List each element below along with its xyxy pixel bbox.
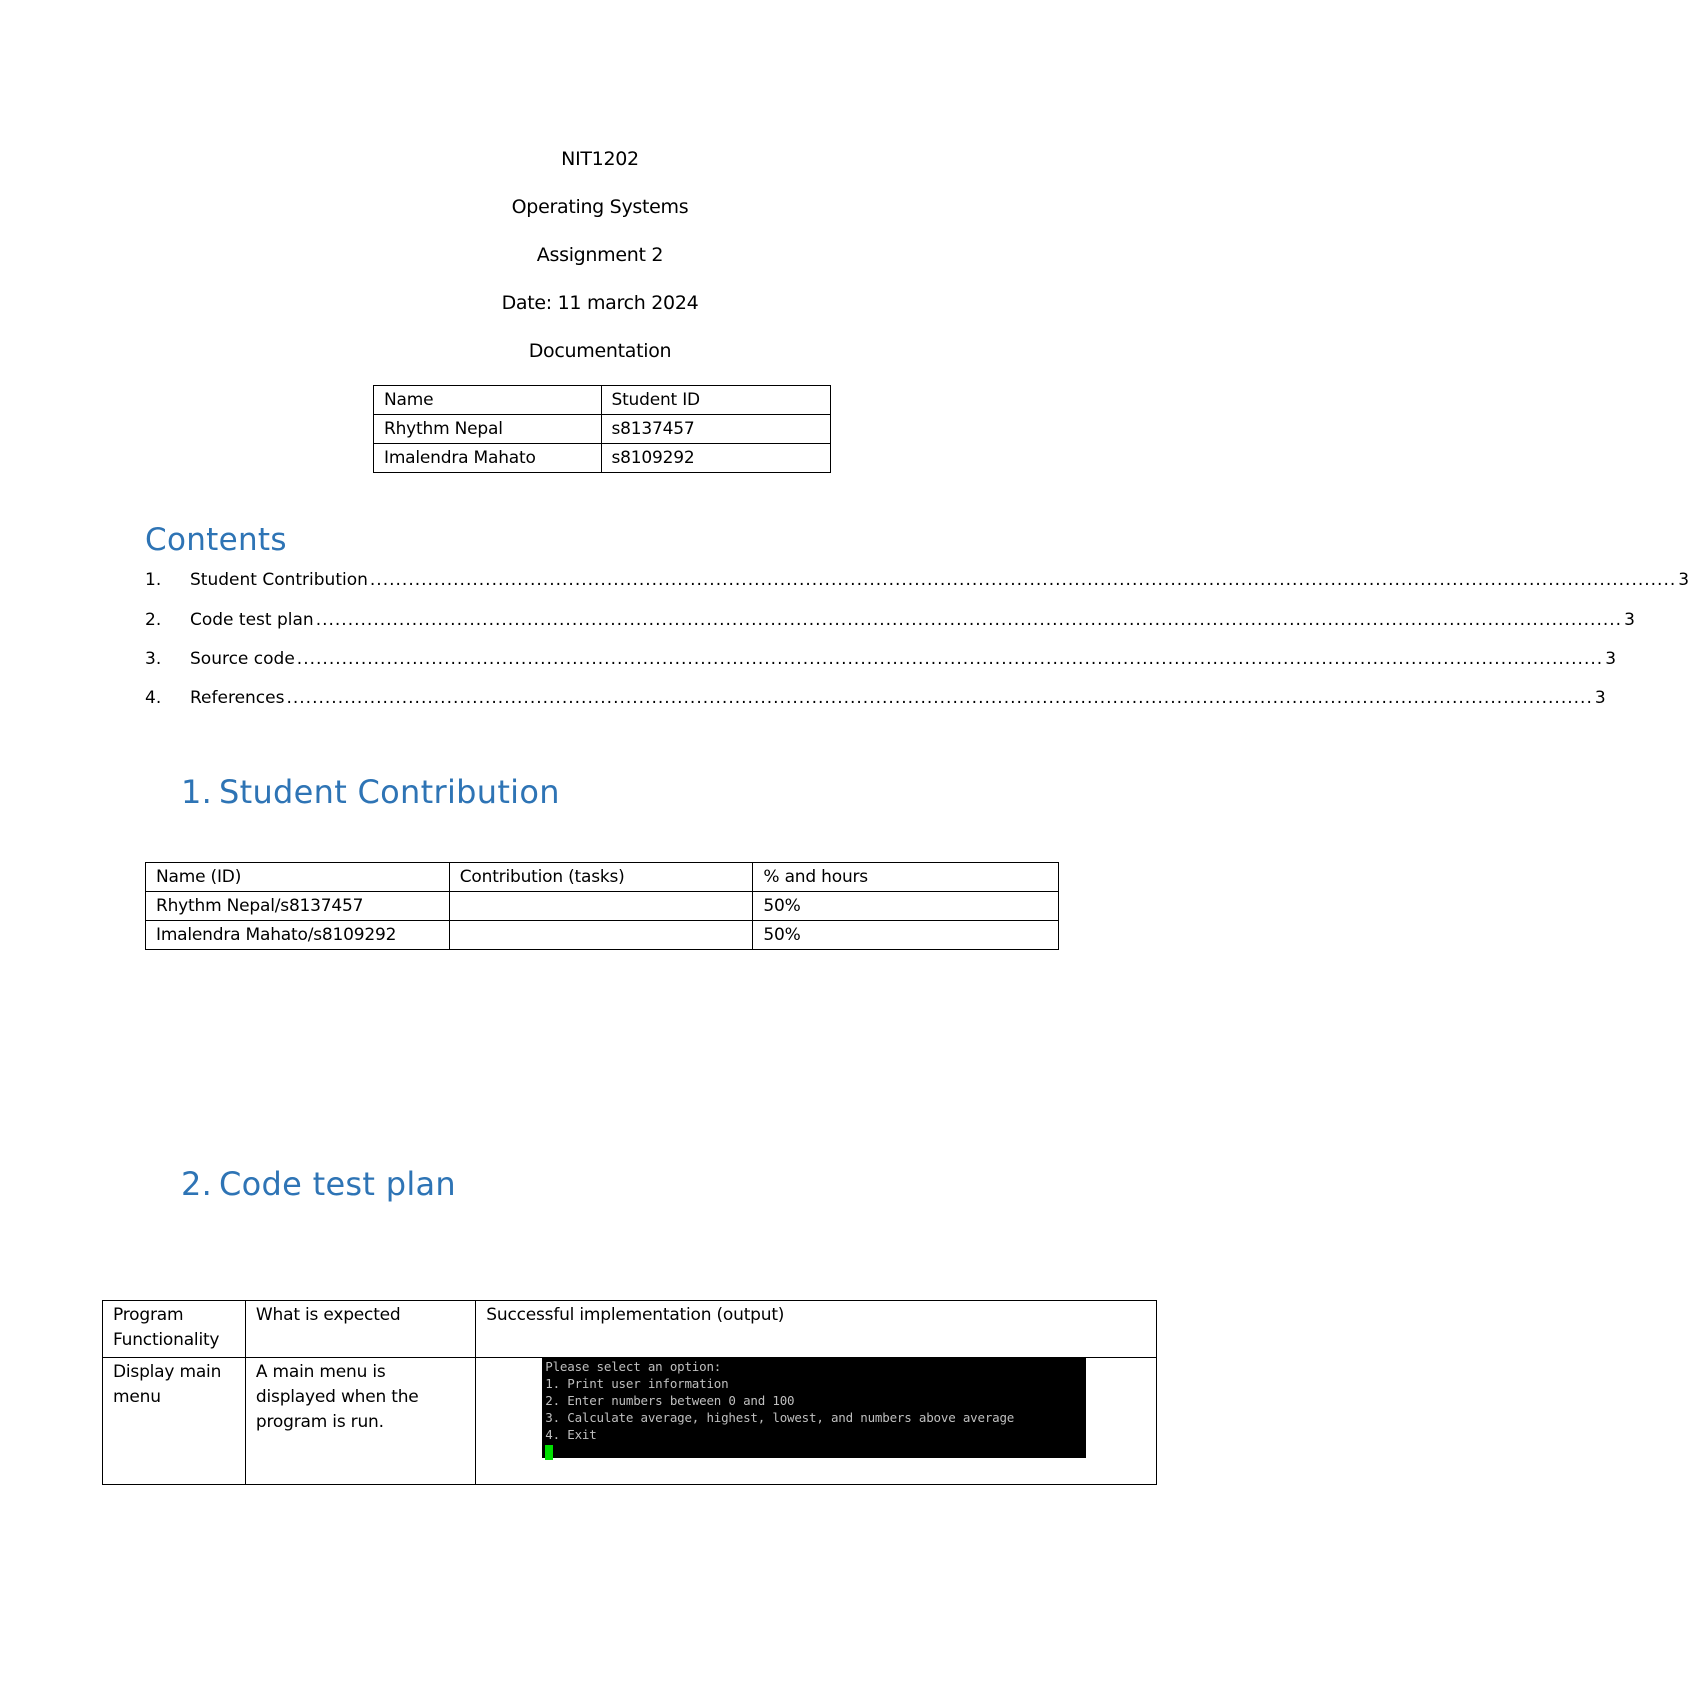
table-header-cell: Program Functionality [103, 1301, 246, 1358]
functionality-cell: Display main menu [103, 1358, 246, 1485]
table-header-cell: What is expected [245, 1301, 475, 1358]
table-row [374, 444, 831, 473]
contribution-table [145, 862, 1059, 950]
toc-entry[interactable] [145, 688, 1606, 712]
toc-leader-dots: ............................................................................................................................................................................................................ [286, 688, 1593, 708]
terminal-line: 3. Calculate average, highest, lowest, and numbers above average [545, 1410, 1015, 1425]
toc-label: Code test plan [190, 610, 314, 630]
name-id-cell: Rhythm Nepal/s8137457 [146, 892, 450, 921]
toc-number: 3. [145, 649, 162, 669]
toc-label: Source code [190, 649, 295, 669]
toc-page-number: 3 [1678, 570, 1689, 590]
table-row [374, 415, 831, 444]
table-row [103, 1358, 1157, 1485]
document-type: Documentation [528, 340, 672, 362]
percent-hours-cell: 50% [753, 921, 1059, 950]
toc-page-number: 3 [1605, 649, 1617, 669]
terminal-line: Please select an option: [545, 1359, 722, 1374]
table-row [146, 892, 1059, 921]
course-code: NIT1202 [561, 148, 639, 170]
toc-leader-dots: ............................................................................................................................................................................................................ [296, 649, 1604, 669]
table-header-row [146, 863, 1059, 892]
toc-number: 1. [145, 570, 162, 590]
contents-heading: Contents [145, 522, 287, 558]
toc-label: Student Contribution [190, 570, 368, 590]
assignment-title: Assignment 2 [536, 244, 664, 266]
contribution-cell [449, 892, 753, 921]
table-header-cell: Student ID [601, 386, 831, 415]
table-header-cell: Contribution (tasks) [449, 863, 753, 892]
toc-page-number: 3 [1624, 610, 1635, 630]
percent-hours-cell: 50% [753, 892, 1059, 921]
student-name-cell: Rhythm Nepal [374, 415, 602, 444]
section-heading-student-contribution [181, 773, 560, 811]
table-row [146, 921, 1059, 950]
terminal-line: 2. Enter numbers between 0 and 100 [545, 1393, 795, 1408]
terminal-cursor [545, 1445, 553, 1460]
output-cell [476, 1358, 1157, 1485]
section-title: Student Contribution [219, 773, 560, 811]
table-header-row [374, 386, 831, 415]
toc-label: References [190, 688, 285, 708]
section-number: 1. [181, 773, 213, 811]
student-name-cell: Imalendra Mahato [374, 444, 602, 473]
table-header-row [103, 1301, 1157, 1358]
students-table [373, 385, 831, 473]
toc-leader-dots: ............................................................................................................................................................................................................ [369, 570, 1677, 590]
course-name: Operating Systems [511, 196, 689, 218]
table-header-cell: Successful implementation (output) [476, 1301, 1157, 1358]
student-id-cell: s8137457 [601, 415, 831, 444]
test-plan-table [102, 1300, 1157, 1485]
toc-entry[interactable] [145, 649, 1617, 673]
table-header-cell: Name (ID) [146, 863, 450, 892]
contribution-cell [449, 921, 753, 950]
terminal-line: 1. Print user information [545, 1376, 729, 1391]
section-heading-code-test-plan [181, 1165, 456, 1203]
student-id-cell: s8109292 [601, 444, 831, 473]
expected-cell: A main menu is displayed when the program is run. [245, 1358, 475, 1485]
document-date: Date: 11 march 2024 [501, 292, 699, 314]
toc-entry[interactable] [145, 610, 1635, 634]
table-header-cell: Name [374, 386, 602, 415]
toc-number: 4. [145, 688, 162, 708]
toc-entry[interactable] [145, 570, 1689, 594]
section-title: Code test plan [219, 1165, 457, 1203]
terminal-screenshot [542, 1358, 1086, 1458]
name-id-cell: Imalendra Mahato/s8109292 [146, 921, 450, 950]
section-number: 2. [181, 1165, 213, 1203]
table-header-cell: % and hours [753, 863, 1059, 892]
toc-page-number: 3 [1594, 688, 1606, 708]
terminal-line: 4. Exit [545, 1427, 597, 1442]
toc-leader-dots: ............................................................................................................................................................................................................ [315, 610, 1623, 630]
toc-number: 2. [145, 610, 162, 630]
